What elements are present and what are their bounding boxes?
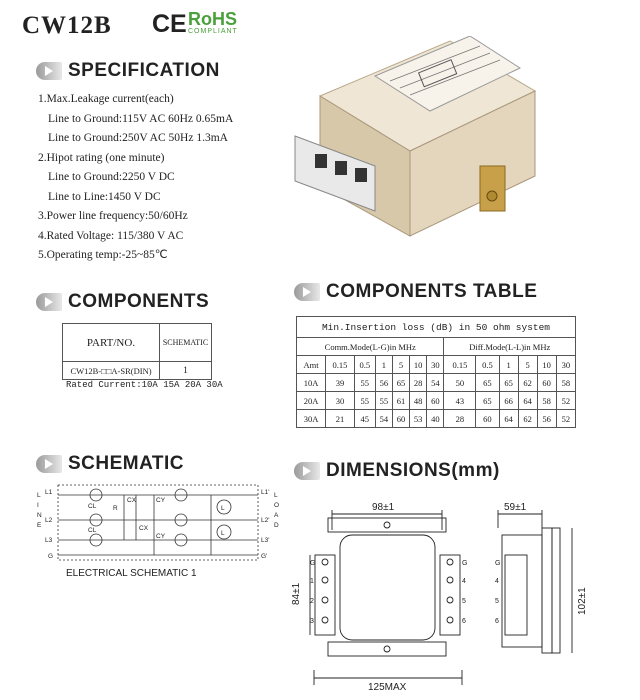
load-label-d: D	[274, 522, 279, 529]
loss-value-cell: 62	[518, 374, 537, 392]
dimensions-drawing	[290, 490, 635, 695]
components-table-heading	[294, 281, 537, 303]
side-pin-6: 6	[495, 618, 499, 625]
side-pin-5: 5	[495, 598, 499, 605]
loss-value-cell: 39	[326, 374, 355, 392]
comm-mode-header: Comm.Mode(L-G)in MHz	[297, 338, 444, 356]
loss-value-cell: 48	[410, 392, 427, 410]
loss-value-cell: 53	[410, 410, 427, 428]
schematic-heading-text: SCHEMATIC	[68, 453, 185, 474]
terminal-l1: L1	[45, 489, 53, 496]
loss-value-cell: 56	[375, 374, 392, 392]
schematic-header: SCHEMATIC	[160, 324, 212, 362]
terminal-l1-out: L1'	[261, 489, 270, 496]
spec-line: 5.Operating temp:-25~85℃	[38, 249, 168, 261]
l-label-1: L	[221, 505, 225, 512]
pin-left-2: 2	[310, 598, 314, 605]
dim-height-right: 102±1	[577, 587, 588, 615]
components-heading	[36, 291, 209, 313]
amp-rating-cell: 30A	[297, 410, 326, 428]
frequency-header: 10	[537, 356, 556, 374]
loss-value-cell: 61	[392, 392, 409, 410]
part-number-cell: CW12B-□□A-SR(DIN)	[63, 362, 160, 380]
table-row	[297, 410, 576, 428]
loss-value-cell: 28	[444, 410, 476, 428]
dim-width-top: 98±1	[372, 502, 395, 513]
line-label-i: I	[37, 502, 39, 509]
loss-value-cell: 65	[392, 374, 409, 392]
side-pin-g: G	[495, 560, 501, 567]
line-label-l: L	[37, 492, 41, 499]
dim-depth-top: 59±1	[504, 502, 527, 513]
r-label: R	[113, 505, 118, 512]
terminal-l3: L3	[45, 537, 53, 544]
spec-line: 4.Rated Voltage: 115/380 V AC	[38, 229, 184, 242]
spec-line: Line to Ground:2250 V DC	[48, 171, 175, 183]
frequency-header: 1	[499, 356, 518, 374]
pin-left-g: G	[310, 560, 316, 567]
loss-value-cell: 45	[354, 410, 375, 428]
components-part-table	[62, 323, 212, 380]
schematic-heading	[36, 453, 184, 475]
section-arrow-icon	[36, 62, 62, 80]
specification-heading	[36, 60, 220, 82]
loss-value-cell: 65	[499, 374, 518, 392]
loss-value-cell: 54	[427, 374, 444, 392]
section-arrow-icon	[294, 283, 320, 301]
frequency-header: 0.5	[354, 356, 375, 374]
loss-value-cell: 55	[354, 374, 375, 392]
loss-value-cell: 60	[537, 374, 556, 392]
pin-right-6: 6	[462, 618, 466, 625]
rated-current-text: Rated Current:10A 15A 20A 30A	[66, 380, 223, 390]
frequency-header: 5	[518, 356, 537, 374]
terminal-l3-out: L3'	[261, 537, 270, 544]
loss-value-cell: 56	[537, 410, 556, 428]
loss-value-cell: 52	[556, 410, 575, 428]
loss-value-cell: 55	[375, 392, 392, 410]
components-heading-text: COMPONENTS	[68, 291, 210, 312]
frequency-header: 10	[410, 356, 427, 374]
loss-value-cell: 64	[499, 410, 518, 428]
loss-value-cell: 52	[556, 392, 575, 410]
frequency-header: 0.15	[326, 356, 355, 374]
schematic-number-cell: 1	[160, 362, 212, 380]
spec-line: 2.Hipot rating (one minute)	[38, 151, 165, 164]
spec-line: Line to Ground:250V AC 50Hz 1.3mA	[48, 132, 228, 144]
l-label-2: L	[221, 530, 225, 537]
diff-mode-header: Diff.Mode(L-L)in MHz	[444, 338, 576, 356]
frequency-header: 30	[556, 356, 575, 374]
loss-value-cell: 54	[375, 410, 392, 428]
spec-line: Line to Line:1450 V DC	[48, 190, 161, 203]
section-arrow-icon	[294, 462, 320, 480]
dimensions-heading	[294, 460, 500, 482]
line-label-n: N	[37, 512, 42, 519]
frequency-header: 30	[427, 356, 444, 374]
pin-right-4: 4	[462, 578, 466, 585]
insertion-loss-table	[296, 316, 576, 428]
section-arrow-icon	[36, 455, 62, 473]
loss-value-cell: 62	[518, 410, 537, 428]
cy-label-2: CY	[156, 533, 166, 540]
schematic-caption: ELECTRICAL SCHEMATIC 1	[66, 568, 197, 579]
rohs-compliant-label: COMPLIANT	[188, 28, 238, 35]
load-label-a: A	[274, 512, 279, 519]
specification-heading-text: SPECIFICATION	[68, 60, 220, 81]
dim-width-bottom: 125MAX	[368, 682, 407, 693]
spec-line: 3.Power line frequency:50/60Hz	[38, 210, 188, 222]
cy-label-1: CY	[156, 497, 166, 504]
part-no-header: PART/NO.	[63, 324, 160, 362]
dimensions-heading-text: DIMENSIONS(mm)	[326, 460, 500, 481]
loss-value-cell: 64	[518, 392, 537, 410]
pin-right-g: G	[462, 560, 468, 567]
spec-line: 1.Max.Leakage current(each)	[38, 93, 174, 105]
frequency-header: 5	[392, 356, 409, 374]
loss-value-cell: 43	[444, 392, 476, 410]
loss-value-cell: 66	[499, 392, 518, 410]
terminal-g: G	[48, 553, 54, 560]
product-model-title: CW12B	[22, 12, 112, 39]
loss-value-cell: 21	[326, 410, 355, 428]
rohs-logo	[188, 10, 238, 35]
frequency-header: 1	[375, 356, 392, 374]
terminal-g-out: G'	[261, 553, 268, 560]
loss-value-cell: 28	[410, 374, 427, 392]
section-arrow-icon	[36, 293, 62, 311]
cl-label-2: CL	[88, 527, 97, 534]
loss-value-cell: 50	[444, 374, 476, 392]
product-photo-illustration	[290, 36, 550, 251]
loss-value-cell: 60	[427, 392, 444, 410]
components-table-heading-text: COMPONENTS TABLE	[326, 281, 538, 302]
rohs-label: RoHS	[188, 9, 237, 29]
loss-value-cell: 65	[476, 374, 499, 392]
pin-left-3: 3	[310, 618, 314, 625]
amt-header: Amt	[297, 356, 326, 374]
frequency-header: 0.15	[444, 356, 476, 374]
loss-value-cell: 65	[476, 392, 499, 410]
pin-left-1: 1	[310, 578, 314, 585]
table-row	[297, 392, 576, 410]
side-pin-4: 4	[495, 578, 499, 585]
loss-value-cell: 40	[427, 410, 444, 428]
loss-value-cell: 58	[537, 392, 556, 410]
loss-value-cell: 60	[392, 410, 409, 428]
pin-right-5: 5	[462, 598, 466, 605]
loss-value-cell: 58	[556, 374, 575, 392]
cl-label-1: CL	[88, 503, 97, 510]
insertion-loss-caption: Min.Insertion loss (dB) in 50 ohm system	[297, 317, 576, 338]
frequency-header: 0.5	[476, 356, 499, 374]
terminal-l2: L2	[45, 517, 53, 524]
dim-height-left: 84±1	[291, 582, 302, 605]
terminal-l2-out: L2'	[261, 517, 270, 524]
electrical-schematic-drawing	[36, 480, 281, 565]
load-label-o: O	[274, 502, 280, 509]
loss-value-cell: 30	[326, 392, 355, 410]
amp-rating-cell: 20A	[297, 392, 326, 410]
table-row	[297, 374, 576, 392]
amp-rating-cell: 10A	[297, 374, 326, 392]
ce-mark-logo: CE	[152, 10, 187, 38]
cx-label-1: CX	[127, 497, 137, 504]
specification-list	[38, 90, 233, 266]
line-label-e: E	[37, 522, 42, 529]
loss-value-cell: 60	[476, 410, 499, 428]
load-label-l: L	[274, 492, 278, 499]
cx-label-2: CX	[139, 525, 149, 532]
spec-line: Line to Ground:115V AC 60Hz 0.65mA	[48, 112, 234, 125]
loss-value-cell: 55	[354, 392, 375, 410]
